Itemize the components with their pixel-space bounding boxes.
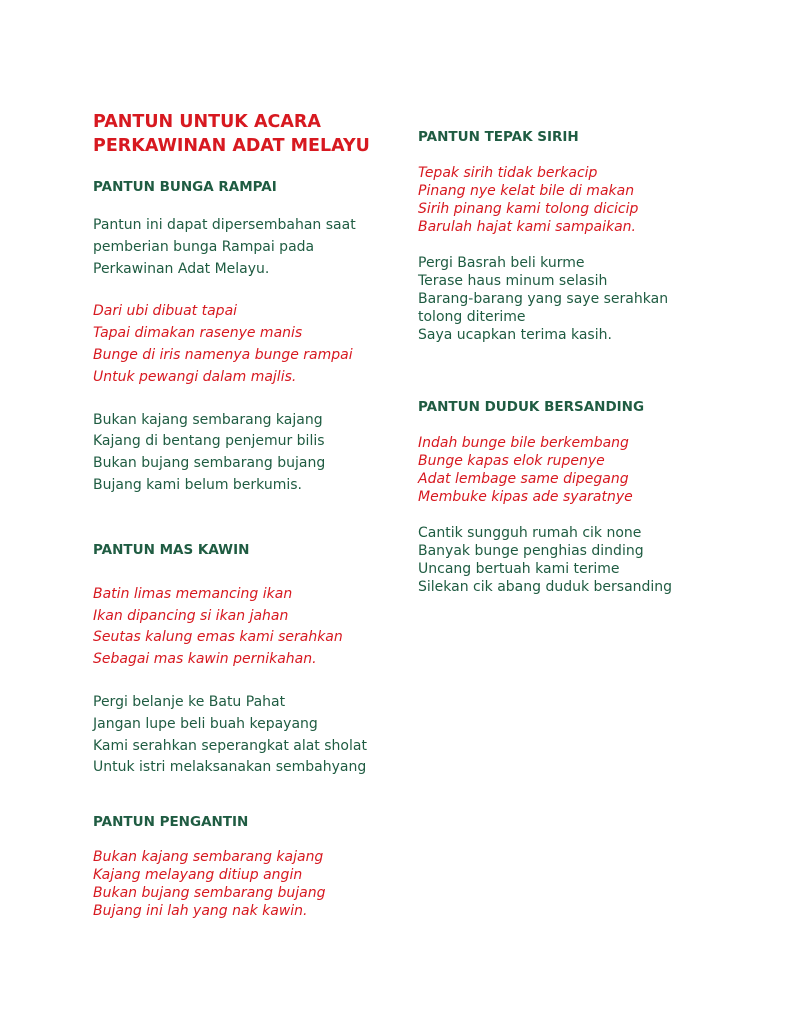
verse-line: Bunge di iris namenya bunge rampai [93, 346, 353, 363]
verse-line: Batin limas memancing ikan [93, 585, 293, 602]
verse-line: Adat lembage same dipegang [418, 471, 629, 487]
verse-line: Bukan kajang sembarang kajang [93, 411, 323, 428]
verse-line: Untuk pewangi dalam majlis. [93, 368, 297, 385]
verse-line: Barang-barang yang saye serahkan [418, 291, 669, 307]
verse-line: Indah bunge bile berkembang [418, 435, 629, 451]
verse-line: Jangan lupe beli buah kepayang [93, 715, 318, 732]
verse-line: Ikan dipancing si ikan jahan [93, 607, 289, 624]
verse-line: Pergi Basrah beli kurme [418, 255, 585, 271]
verse-line: Pinang nye kelat bile di makan [418, 183, 635, 199]
heading-bunga-rampai: PANTUN BUNGA RAMPAI [93, 179, 277, 195]
verse-duduk-bersanding-red [418, 434, 758, 506]
verse-line: Tepak sirih tidak berkacip [418, 165, 598, 181]
verse-line: Sebagai mas kawin pernikahan. [93, 651, 317, 668]
verse-line: Bukan kajang sembarang kajang [93, 849, 324, 866]
verse-duduk-bersanding-green [418, 524, 758, 596]
verse-line: Sirih pinang kami tolong dicicip [418, 201, 639, 217]
verse-line: Silekan cik abang duduk bersanding [418, 579, 673, 595]
verse-line: Bukan bujang sembarang bujang [93, 455, 326, 472]
intro-line: Perkawinan Adat Melayu. [93, 260, 270, 277]
intro-line: Pantun ini dapat dipersembahan saat [93, 217, 356, 233]
verse-line: Kajang di bentang penjemur bilis [93, 433, 325, 450]
verse-line: Membuke kipas ade syaratnye [418, 489, 633, 505]
verse-line: Dari ubi dibuat tapai [93, 303, 238, 320]
heading-mas-kawin: PANTUN MAS KAWIN [93, 541, 250, 558]
verse-mas-kawin-green [93, 692, 393, 779]
heading-pengantin: PANTUN PENGANTIN [93, 814, 249, 831]
verse-line: tolong diterime [418, 309, 526, 325]
verse-line: Seutas kalung emas kami serahkan [93, 629, 343, 646]
verse-line: Cantik sungguh rumah cik none [418, 525, 642, 541]
heading-duduk-bersanding: PANTUN DUDUK BERSANDING [418, 399, 645, 415]
heading-tepak-sirih: PANTUN TEPAK SIRIH [418, 129, 579, 145]
verse-bunga-rampai-green [93, 410, 393, 497]
intro-line: pemberian bunga Rampai pada [93, 238, 315, 255]
verse-bunga-rampai-red [93, 301, 393, 388]
verse-line: Uncang bertuah kami terime [418, 561, 620, 577]
verse-line: Tapai dimakan rasenye manis [93, 325, 303, 342]
verse-line: Bukan bujang sembarang bujang [93, 885, 326, 902]
verse-line: Banyak bunge penghias dinding [418, 543, 644, 559]
verse-tepak-sirih-red [418, 164, 758, 236]
verse-line: Bunge kapas elok rupenye [418, 453, 605, 469]
intro-paragraph [93, 215, 393, 280]
verse-mas-kawin-red [93, 584, 393, 671]
verse-line: Bujang kami belum berkumis. [93, 476, 303, 493]
verse-line: Pergi belanje ke Batu Pahat [93, 693, 286, 710]
verse-pengantin-red [93, 848, 393, 920]
verse-line: Saya ucapkan terima kasih. [418, 327, 612, 343]
title-line-2: PERKAWINAN ADAT MELAYU [93, 136, 370, 156]
verse-line: Bujang ini lah yang nak kawin. [93, 903, 308, 920]
verse-line: Kami serahkan seperangkat alat sholat [93, 737, 367, 754]
verse-line: Kajang melayang ditiup angin [93, 867, 303, 884]
right-column [418, 128, 758, 596]
verse-line: Untuk istri melaksanakan sembahyang [93, 759, 367, 776]
left-column [93, 110, 393, 920]
document-title [93, 110, 393, 158]
verse-line: Barulah hajat kami sampaikan. [418, 219, 637, 235]
title-line-1: PANTUN UNTUK ACARA [93, 112, 321, 132]
verse-line: Terase haus minum selasih [418, 273, 608, 289]
verse-tepak-sirih-green [418, 254, 758, 344]
